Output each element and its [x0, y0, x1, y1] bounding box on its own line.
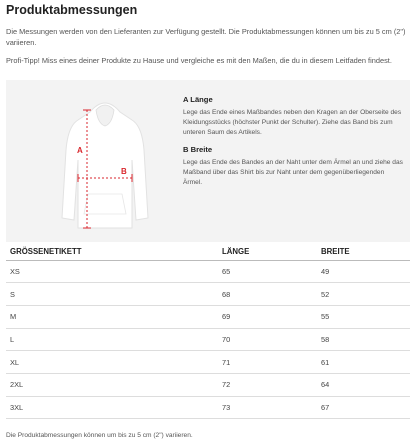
table-row	[6, 283, 410, 306]
length-cell: 73	[218, 396, 317, 419]
size-table	[6, 244, 410, 419]
header-width: BREITE	[317, 244, 410, 260]
width-cell: 67	[317, 396, 410, 419]
table-header-row	[6, 244, 410, 260]
size-cell: 2XL	[6, 373, 218, 396]
width-cell: 55	[317, 305, 410, 328]
length-cell: 71	[218, 351, 317, 374]
length-cell: 70	[218, 328, 317, 351]
label-a: A	[77, 146, 83, 155]
intro-text: Die Messungen werden von den Lieferanten zur Verfügung gestellt. Die Produktabmessungen können um bis zu 5 cm (2") variieren.	[6, 27, 406, 47]
width-cell: 58	[317, 328, 410, 351]
table-row	[6, 351, 410, 374]
table-row	[6, 396, 410, 419]
page-title: Produktabmessungen	[6, 3, 138, 17]
table-row	[6, 260, 410, 283]
table-row	[6, 328, 410, 351]
length-cell: 72	[218, 373, 317, 396]
length-cell: 69	[218, 305, 317, 328]
size-cell: M	[6, 305, 218, 328]
table-row	[6, 373, 410, 396]
table-row	[6, 305, 410, 328]
length-cell: 65	[218, 260, 317, 283]
guide-instructions	[183, 95, 405, 188]
size-cell: XL	[6, 351, 218, 374]
width-cell: 64	[317, 373, 410, 396]
length-instructions: Lege das Ende eines Maßbandes neben den Kragen an der Oberseite des Kleidungsstücks (höchster Punkt der Schulter). Ziehe das Band bis zum unteren Saum des Artikels.	[183, 109, 402, 136]
size-cell: S	[6, 283, 218, 306]
measurement-guide	[6, 80, 410, 242]
pro-tip-text: Profi-Tipp! Miss eines deiner Produkte zu Hause und vergleiche es mit den Maßen, die du in diesem Leitfaden findest.	[6, 56, 392, 65]
width-heading: B Breite	[183, 145, 213, 154]
width-cell: 61	[317, 351, 410, 374]
header-length: LÄNGE	[218, 244, 317, 260]
width-instructions: Lege das Ende des Bandes an der Naht unter dem Ärmel an und ziehe das Maßband über das Shirt bis zur Naht unter dem gegenüberliegenden Ärmel.	[183, 159, 403, 186]
hoodie-icon	[60, 90, 150, 238]
width-cell: 52	[317, 283, 410, 306]
width-cell: 49	[317, 260, 410, 283]
size-cell: L	[6, 328, 218, 351]
header-size-label: GRÖSSENETIKETT	[6, 244, 218, 260]
length-cell: 68	[218, 283, 317, 306]
label-b: B	[121, 167, 127, 176]
length-heading: A Länge	[183, 95, 213, 104]
footnote: Die Produktabmessungen können um bis zu 5 cm (2") variieren.	[6, 432, 193, 439]
size-cell: 3XL	[6, 396, 218, 419]
size-cell: XS	[6, 260, 218, 283]
